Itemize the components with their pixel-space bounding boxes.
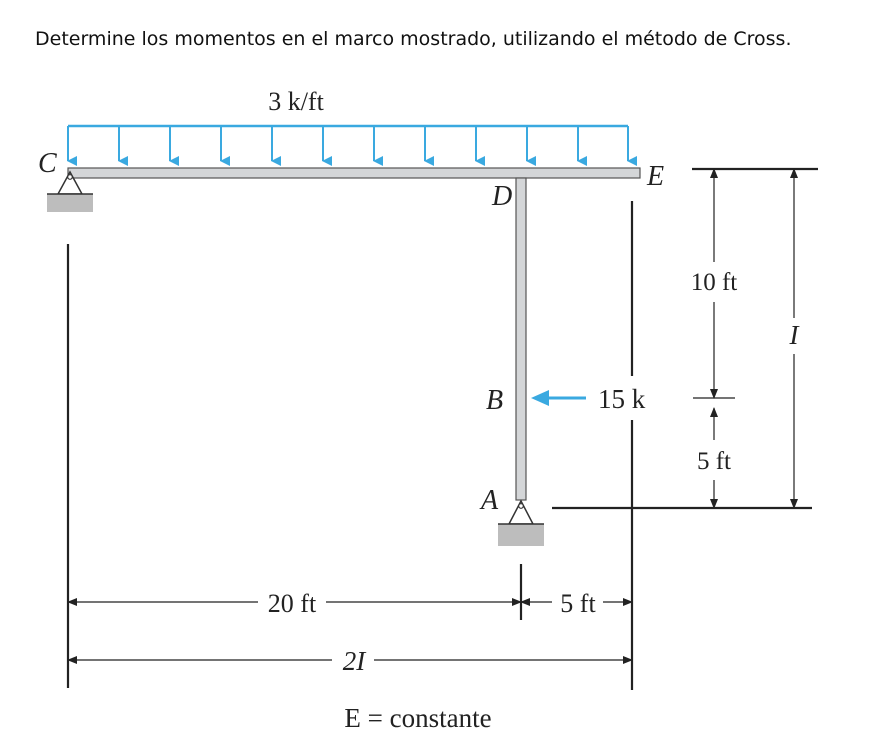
joint-label-b: B bbox=[486, 385, 504, 416]
material-note: E = constante bbox=[344, 703, 492, 733]
dim-label-10ft: 10 ft bbox=[690, 269, 738, 296]
load-arrows bbox=[68, 126, 628, 161]
pin-support-a bbox=[498, 501, 544, 546]
joint-label-c: C bbox=[38, 148, 57, 179]
dim-label-5ft-horizontal: 5 ft bbox=[560, 589, 596, 618]
point-load-b bbox=[531, 384, 646, 414]
joint-label-d: D bbox=[492, 181, 513, 212]
problem-statement: Determine los momentos en el marco mostrado, utilizando el método de Cross. bbox=[35, 28, 792, 50]
beam-inertia-label: 2I bbox=[342, 646, 366, 676]
column-da bbox=[516, 178, 526, 500]
column-inertia-label: I bbox=[789, 320, 799, 350]
dim-label-5ft-vertical: 5 ft bbox=[696, 448, 732, 475]
point-load-label: 15 k bbox=[598, 384, 646, 414]
dim-label-20ft: 20 ft bbox=[267, 589, 317, 618]
beam-ce bbox=[68, 168, 640, 178]
joint-label-e: E bbox=[647, 161, 665, 192]
distributed-load bbox=[68, 87, 628, 161]
extension-lines bbox=[68, 169, 818, 690]
load-label: 3 k/ft bbox=[268, 87, 324, 116]
joint-label-a: A bbox=[481, 485, 499, 516]
